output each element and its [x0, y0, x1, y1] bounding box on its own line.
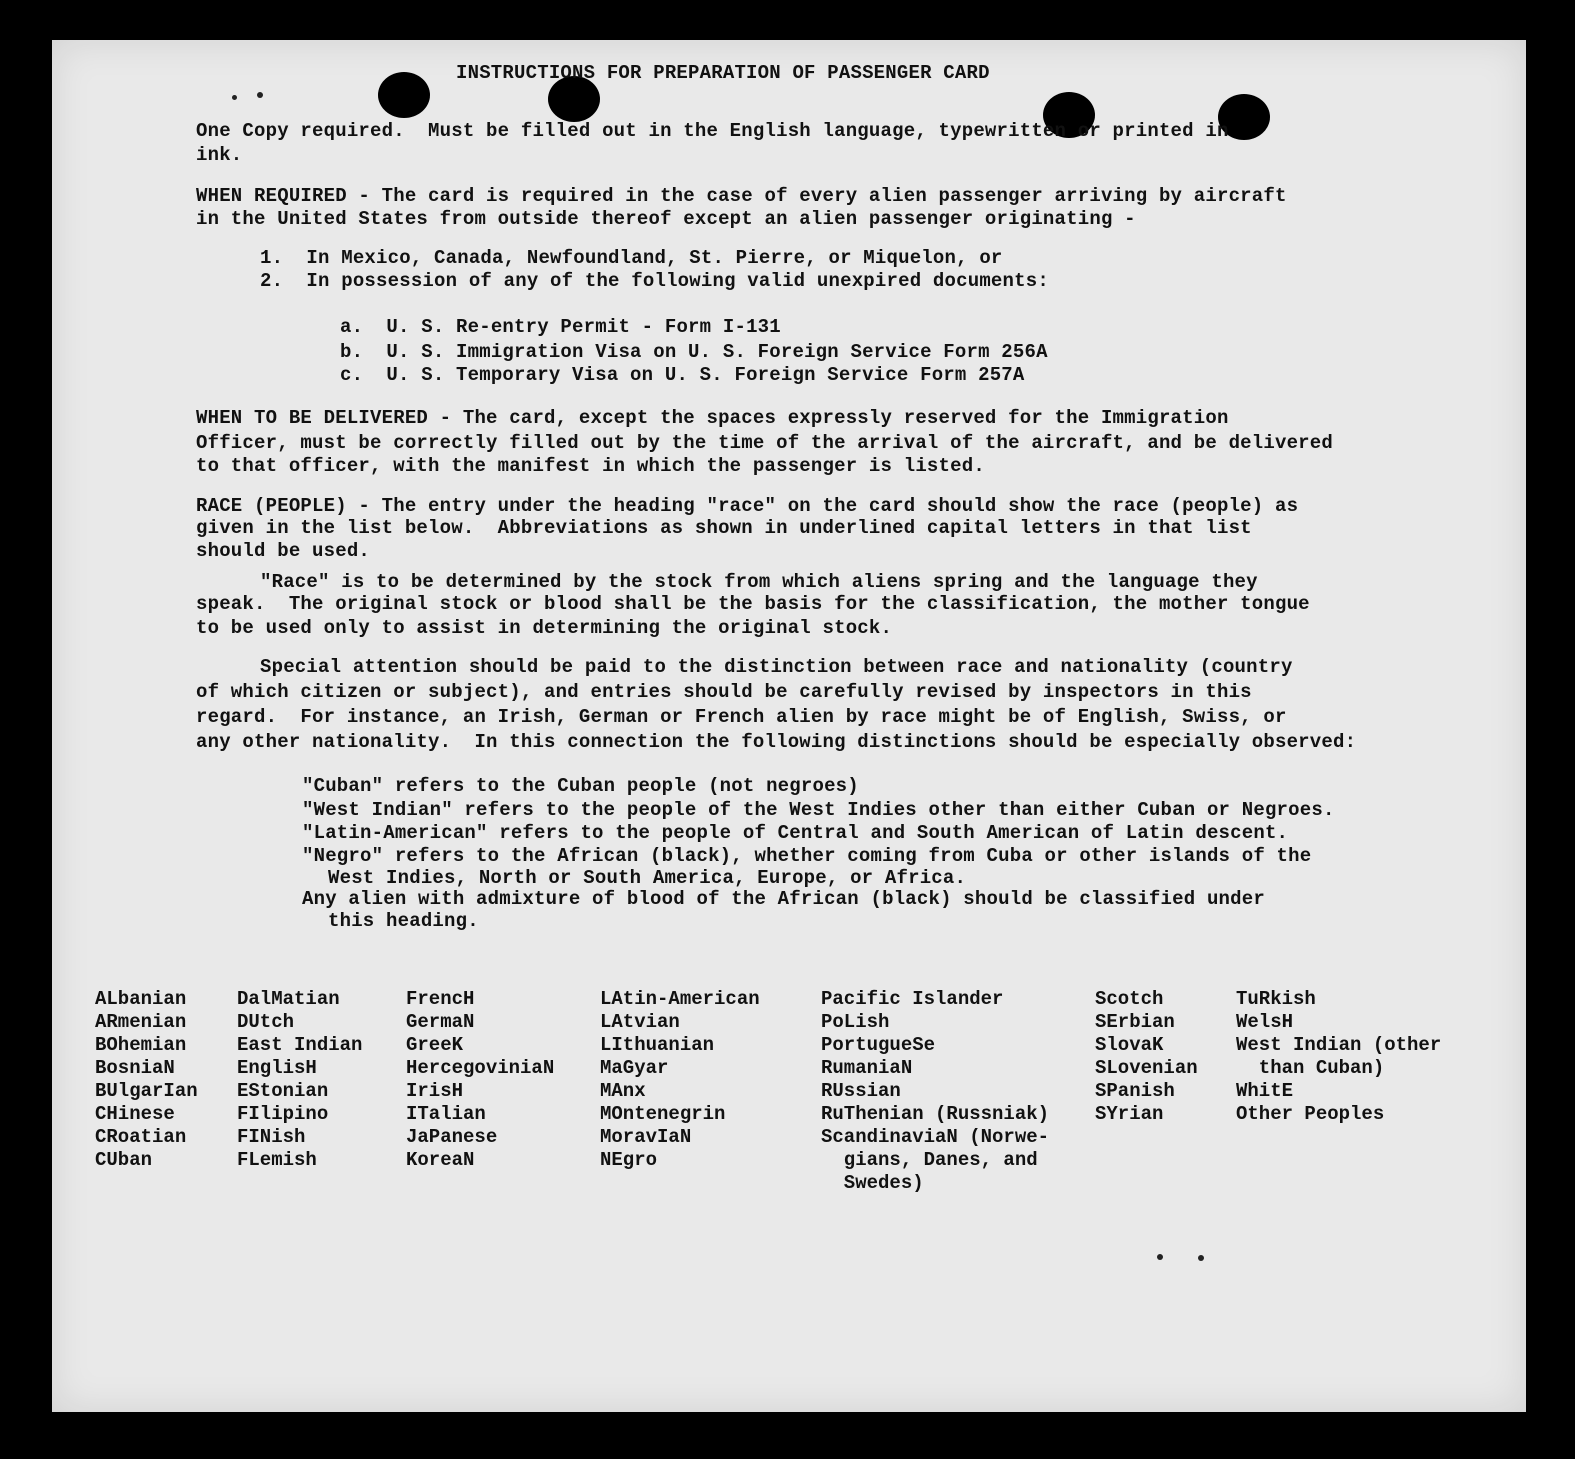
race-line: RACE (PEOPLE) - The entry under the heading "race" on the card should show the race (people) as: [196, 495, 1299, 517]
race-list-item: LAtvian: [600, 1011, 680, 1033]
race-list-item: DUtch: [237, 1011, 295, 1033]
race-list-item: IrisH: [406, 1080, 464, 1102]
race-list-item: KoreaN: [406, 1149, 475, 1171]
race-line: speak. The original stock or blood shall be the basis for the classification, the mother tongue: [196, 593, 1310, 615]
race-list-item: ScandinaviaN (Norwe-: [821, 1126, 1050, 1148]
race-list-item: CHinese: [95, 1103, 175, 1125]
document-item: a. U. S. Re-entry Permit - Form I-131: [340, 316, 781, 338]
race-line: given in the list below. Abbreviations as shown in underlined capital letters in that list: [196, 517, 1252, 539]
race-list-item: CRoatian: [95, 1126, 187, 1148]
race-list-column-3: [406, 988, 554, 1172]
distinction-line: "West Indian" refers to the people of the West Indies other than either Cuban or Negroes.: [302, 799, 1335, 821]
race-list-item: than Cuban): [1236, 1057, 1385, 1079]
race-list-item: FLemish: [237, 1149, 317, 1171]
race-list-item: WelsH: [1236, 1011, 1294, 1033]
race-list-item: PoLish: [821, 1011, 890, 1033]
race-list-item: SPanish: [1095, 1080, 1175, 1102]
race-list-item: ALbanian: [95, 988, 187, 1010]
race-list-item: BUlgarIan: [95, 1080, 198, 1102]
race-list-item: MoravIaN: [600, 1126, 692, 1148]
race-line: of which citizen or subject), and entries should be carefully revised by inspectors in this: [196, 681, 1252, 703]
when-required-line: WHEN REQUIRED - The card is required in the case of every alien passenger arriving by aircraft: [196, 185, 1287, 207]
race-list-column-2: [237, 988, 362, 1172]
document-item: b. U. S. Immigration Visa on U. S. Foreign Service Form 256A: [340, 341, 1048, 363]
intro-line: ink.: [196, 144, 243, 166]
race-list-item: West Indian (other: [1236, 1034, 1442, 1056]
race-line: regard. For instance, an Irish, German or French alien by race might be of English, Swiss, or: [196, 706, 1287, 728]
when-required-line: in the United States from outside thereof except an alien passenger originating -: [196, 208, 1136, 230]
race-line: any other nationality. In this connection the following distinctions should be especially observed:: [196, 731, 1357, 753]
when-delivered-line: WHEN TO BE DELIVERED - The card, except the spaces expressly reserved for the Immigration: [196, 407, 1229, 429]
race-list-item: EStonian: [237, 1080, 329, 1102]
race-list-item: HercegoviniaN: [406, 1057, 555, 1079]
distinction-line: "Cuban" refers to the Cuban people (not negroes): [302, 775, 859, 797]
race-list-item: Scotch: [1095, 988, 1164, 1010]
ink-speck: [257, 92, 263, 98]
race-list-item: gians, Danes, and: [821, 1149, 1038, 1171]
race-list-item: BOhemian: [95, 1034, 187, 1056]
race-list-item: RuThenian (Russniak): [821, 1103, 1050, 1125]
race-list-item: SYrian: [1095, 1103, 1164, 1125]
race-list-column-4: [600, 988, 760, 1172]
race-list-item: SErbian: [1095, 1011, 1175, 1033]
race-list-item: TuRkish: [1236, 988, 1316, 1010]
race-list-item: FIlipino: [237, 1103, 329, 1125]
race-list-column-1: [95, 988, 198, 1172]
race-list-item: SLovenian: [1095, 1057, 1198, 1079]
document-item: c. U. S. Temporary Visa on U. S. Foreign Service Form 257A: [340, 364, 1025, 386]
race-list-item: CUban: [95, 1149, 153, 1171]
race-list-item: LAtin-American: [600, 988, 760, 1010]
distinction-line: West Indies, North or South America, Europe, or Africa.: [328, 867, 967, 889]
punch-hole-1: [378, 72, 430, 118]
race-list-item: RUssian: [821, 1080, 901, 1102]
race-list-item: FINish: [237, 1126, 306, 1148]
race-list-item: BosniaN: [95, 1057, 175, 1079]
race-list-item: SlovaK: [1095, 1034, 1164, 1056]
race-list-column-7: [1236, 988, 1441, 1126]
race-list-item: GreeK: [406, 1034, 464, 1056]
race-list-item: GermaN: [406, 1011, 475, 1033]
ink-speck: [232, 95, 237, 100]
race-list-item: PortugueSe: [821, 1034, 936, 1056]
race-list-item: NEgro: [600, 1149, 658, 1171]
race-list-item: WhitE: [1236, 1080, 1294, 1102]
when-required-item: 2. In possession of any of the following valid unexpired documents:: [260, 270, 1049, 292]
intro-line: One Copy required. Must be filled out in the English language, typewritten or printed in: [196, 120, 1229, 142]
race-list-item: EnglisH: [237, 1057, 317, 1079]
ink-speck: [1198, 1255, 1204, 1261]
distinction-line: "Latin-American" refers to the people of Central and South American of Latin descent.: [302, 822, 1289, 844]
race-list-item: Other Peoples: [1236, 1103, 1385, 1125]
race-list-item: Pacific Islander: [821, 988, 1004, 1010]
race-list-item: East Indian: [237, 1034, 363, 1056]
race-list-item: RumaniaN: [821, 1057, 913, 1079]
distinction-line: Any alien with admixture of blood of the African (black) should be classified under: [302, 888, 1265, 910]
race-list-item: DalMatian: [237, 988, 340, 1010]
race-list-item: MaGyar: [600, 1057, 669, 1079]
race-list-item: MOntenegrin: [600, 1103, 726, 1125]
when-required-item: 1. In Mexico, Canada, Newfoundland, St. Pierre, or Miquelon, or: [260, 247, 1003, 269]
race-list-item: ARmenian: [95, 1011, 187, 1033]
race-line: "Race" is to be determined by the stock from which aliens spring and the language they: [260, 571, 1258, 593]
race-list-item: FrencH: [406, 988, 475, 1010]
race-list-item: LIthuanian: [600, 1034, 715, 1056]
ink-speck: [1157, 1254, 1163, 1260]
race-line: to be used only to assist in determining the original stock.: [196, 617, 893, 639]
when-delivered-line: Officer, must be correctly filled out by the time of the arrival of the aircraft, and be delivered: [196, 432, 1333, 454]
distinction-line: this heading.: [328, 910, 479, 932]
race-line: Special attention should be paid to the distinction between race and nationality (country: [260, 656, 1293, 678]
page-title: INSTRUCTIONS FOR PREPARATION OF PASSENGER CARD: [456, 62, 990, 84]
race-list-item: JaPanese: [406, 1126, 498, 1148]
race-list-column-5: [821, 988, 1049, 1195]
document-page: [52, 40, 1526, 1412]
race-list-item: Swedes): [821, 1172, 924, 1194]
race-list-item: ITalian: [406, 1103, 486, 1125]
when-delivered-line: to that officer, with the manifest in which the passenger is listed.: [196, 455, 985, 477]
distinction-line: "Negro" refers to the African (black), whether coming from Cuba or other islands of the: [302, 845, 1312, 867]
race-list-item: MAnx: [600, 1080, 646, 1102]
race-list-column-6: [1095, 988, 1198, 1126]
race-line: should be used.: [196, 540, 371, 562]
